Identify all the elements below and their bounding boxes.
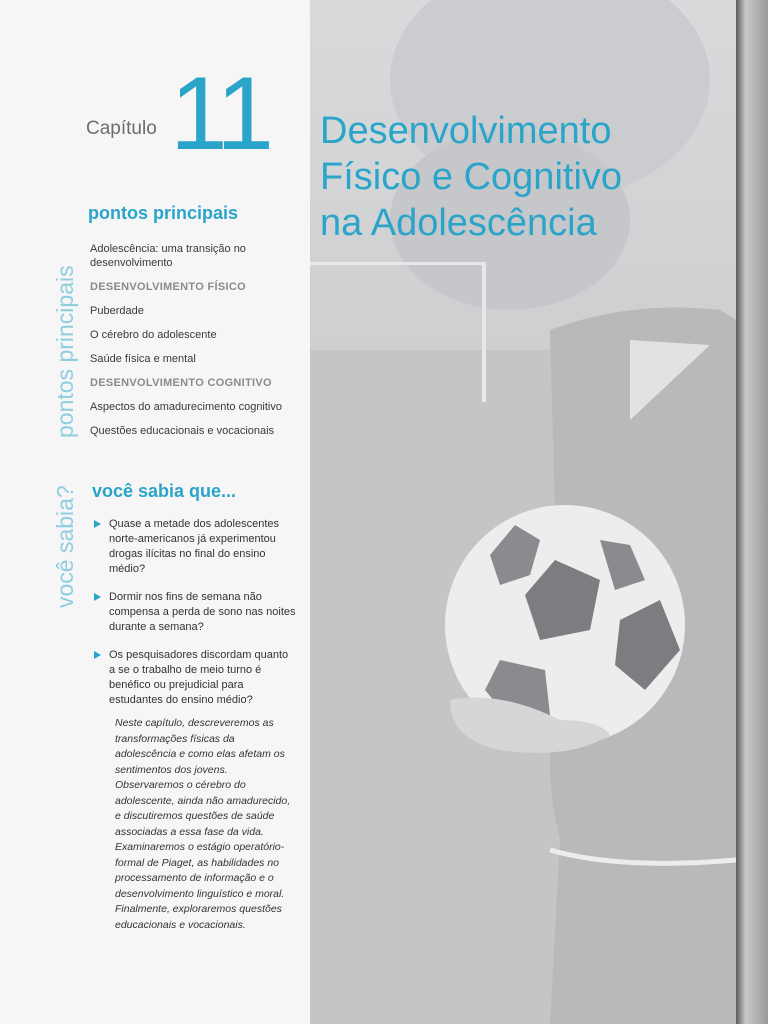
toc-section: DESENVOLVIMENTO COGNITIVO [90, 377, 272, 389]
bullet-triangle-icon [94, 593, 101, 601]
bullet-triangle-icon [94, 520, 101, 528]
did-you-know-heading: você sabia que... [92, 481, 237, 501]
toc-item: O cérebro do adolescente [90, 329, 217, 341]
chapter-label: Capítulo [86, 118, 157, 139]
toc-item: Puberdade [90, 305, 144, 317]
fact-item: Dormir nos fins de semana não compensa a perda de sono nas noites durante a semana? [92, 590, 297, 635]
chapter-intro: Neste capítulo, descreveremos as transformações físicas da adolescência e como elas afetam os sentimentos dos jovens. Observaremos o cérebro do adolescente, ainda não amadurecido, e discutiremos questões de saúde associadas a essa fase da vida. Examinaremos o estágio operatório-formal de Piaget, as habilidades no processamento de informação e o desenvolvimento linguístico e moral. Finalmente, exploraremos questões educacionais e vocacionais. [115, 717, 291, 931]
side-label-did-you-know: você sabia? [52, 485, 78, 608]
chapter-title [320, 108, 720, 246]
chapter-title-line: Físico e Cognitivo [320, 156, 623, 198]
chapter-number: 11 [170, 56, 270, 172]
bullet-triangle-icon [94, 651, 101, 659]
toc-section: DESENVOLVIMENTO FÍSICO [90, 281, 246, 293]
chapter-title-line: Desenvolvimento [320, 110, 612, 152]
did-you-know-list [92, 517, 297, 721]
book-gutter [736, 0, 768, 1024]
side-label-main-points: pontos principais [52, 265, 78, 438]
fact-item: Quase a metade dos adolescentes norte-americanos já experimentou drogas ilícitas no final do ensino médio? [92, 517, 297, 577]
toc-item: Questões educacionais e vocacionais [90, 425, 275, 437]
toc-item: Saúde física e mental [90, 353, 196, 365]
main-points-heading: pontos principais [88, 203, 239, 223]
toc-item: Aspectos do amadurecimento cognitivo [90, 401, 282, 413]
toc-item: Adolescência: uma transição no desenvolvimento [90, 243, 246, 269]
fact-item: Os pesquisadores discordam quanto a se o trabalho de meio turno é benéfico ou prejudicial para estudantes do ensino médio? [92, 648, 297, 708]
chapter-title-line: na Adolescência [320, 202, 597, 244]
main-points-list [90, 242, 300, 448]
